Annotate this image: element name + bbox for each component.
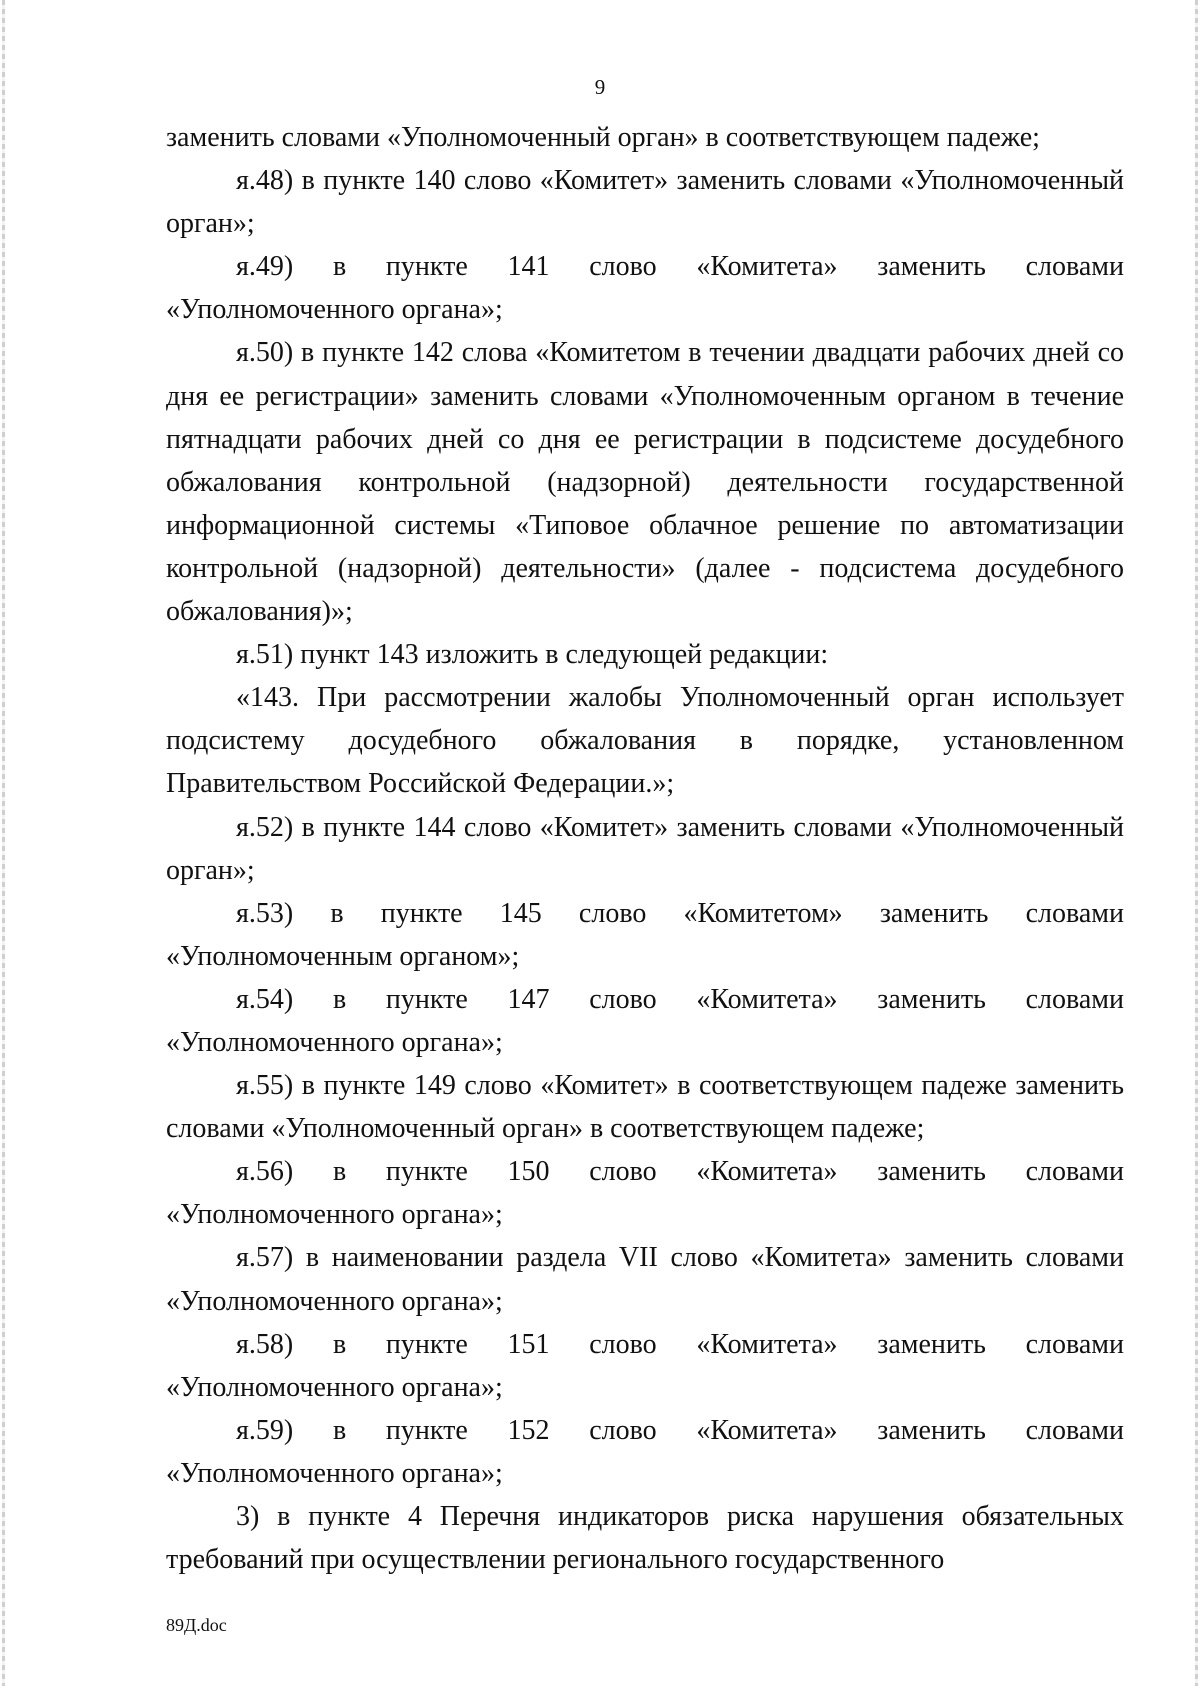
paragraph-ya58: я.58) в пункте 151 слово «Комитета» заменить словами «Уполномоченного органа»; bbox=[166, 1328, 1124, 1403]
footer-filename: 89Д.doc bbox=[166, 1615, 227, 1635]
paragraph-ya52: я.52) в пункте 144 слово «Комитет» заменить словами «Уполномоченный орган»; bbox=[166, 811, 1124, 886]
document-body bbox=[166, 116, 1124, 1581]
paragraph-ya54: я.54) в пункте 147 слово «Комитета» заменить словами «Уполномоченного органа»; bbox=[166, 983, 1124, 1058]
paragraph-ya51: я.51) пункт 143 изложить в следующей редакции: bbox=[236, 639, 829, 671]
paragraph-continuation: заменить словами «Уполномоченный орган» в соответствующем падеже; bbox=[166, 122, 1040, 153]
paragraph-item-143: «143. При рассмотрении жалобы Уполномоченный орган использует подсистему досудебного обжалования в порядке, установленном Правительством Российской Федерации.»; bbox=[166, 682, 1124, 800]
paragraph-ya55: я.55) в пункте 149 слово «Комитет» в соответствующем падеже заменить словами «Уполномоченный орган» в соответствующем падеже; bbox=[166, 1070, 1124, 1145]
scan-right-edge bbox=[1195, 0, 1198, 1686]
paragraph-ya48: я.48) в пункте 140 слово «Комитет» заменить словами «Уполномоченный орган»; bbox=[166, 165, 1124, 240]
scan-left-edge bbox=[2, 0, 5, 1686]
paragraph-ya49: я.49) в пункте 141 слово «Комитета» заменить словами «Уполномоченного органа»; bbox=[166, 251, 1124, 326]
page-number: 9 bbox=[594, 75, 606, 99]
paragraph-ya53: я.53) в пункте 145 слово «Комитетом» заменить словами «Уполномоченным органом»; bbox=[166, 897, 1124, 972]
paragraph-ya50: я.50) в пункте 142 слова «Комитетом в течении двадцати рабочих дней со дня ее регистрации» заменить словами «Уполномоченным органом в течение пятнадцати рабочих дней со дня ее регистрации в подсистеме досудебного обжалования контрольной (надзорной) деятельности государственной информационной системы «Типовое облачное решение по автоматизации контрольной (надзорной) деятельности» (далее - подсистема досудебного обжалования)»; bbox=[166, 337, 1124, 628]
paragraph-ya56: я.56) в пункте 150 слово «Комитета» заменить словами «Уполномоченного органа»; bbox=[166, 1156, 1124, 1231]
paragraph-item-3: 3) в пункте 4 Перечня индикаторов риска нарушения обязательных требований при осуществлении регионального государственного bbox=[166, 1501, 1124, 1576]
paragraph-ya57: я.57) в наименовании раздела VII слово «Комитета» заменить словами «Уполномоченного органа»; bbox=[166, 1242, 1124, 1317]
paragraph-ya59: я.59) в пункте 152 слово «Комитета» заменить словами «Уполномоченного органа»; bbox=[166, 1414, 1124, 1489]
